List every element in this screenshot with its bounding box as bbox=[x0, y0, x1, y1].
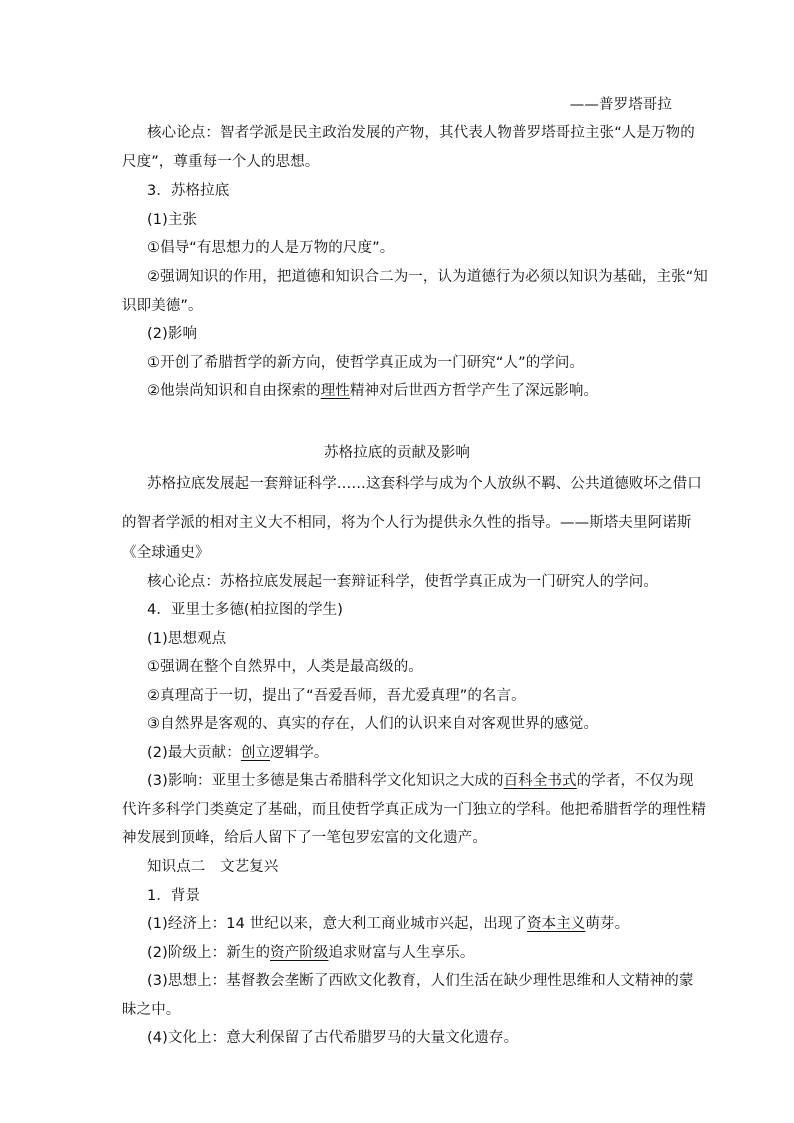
subheading bbox=[147, 744, 328, 762]
core-argument-line: 核心论点：苏格拉底发展起一套辩证科学，使哲学真正成为一门研究人的学问。 bbox=[147, 574, 658, 590]
list-item: ①倡导“有思想力的人是万物的尺度”。 bbox=[147, 240, 395, 256]
quote-line: 的智者学派的相对主义大不相同，将为个人行为提供永久性的指导。——斯塔夫里阿诺斯 bbox=[122, 515, 692, 531]
text-run: (1)经济上：14 世纪以来，意大利工商业城市兴起，出现了 bbox=[147, 916, 527, 932]
list-item: ①强调在整个自然界中，人类是最高级的。 bbox=[147, 659, 423, 675]
list-item: (4)文化上：意大利保留了古代希腊罗马的大量文化遗存。 bbox=[147, 1030, 519, 1046]
quote-line: 苏格拉底发展起一套辩证科学……这套科学与成为个人放纵不羁、公共道德败坏之借口 bbox=[147, 476, 702, 492]
list-item: 昧之中。 bbox=[122, 1002, 181, 1018]
list-item: 识即美德”。 bbox=[122, 298, 203, 314]
list-item: ③自然界是客观的、真实的存在，人们的认识来自对客观世界的感觉。 bbox=[147, 716, 599, 732]
core-argument-line: 尺度”，尊重每一个人的思想。 bbox=[122, 154, 320, 170]
section-heading: 4．亚里士多德(柏拉图的学生) bbox=[147, 602, 344, 618]
text-run: (3)影响：亚里士多德是集古希腊科学文化知识之大成的 bbox=[147, 773, 504, 789]
subheading: (2)影响 bbox=[147, 326, 198, 342]
quote-line: 《全球通史》 bbox=[122, 545, 210, 561]
list-item bbox=[147, 915, 629, 933]
text-run: (2)最大贡献： bbox=[147, 745, 241, 761]
core-argument-line: 核心论点：智者学派是民主政治发展的产物，其代表人物普罗塔哥拉主张“人是万物的 bbox=[147, 125, 695, 141]
list-item: (3)思想上：基督教会垄断了西欧文化教育，人们生活在缺少理性思维和人文精神的蒙 bbox=[147, 973, 694, 989]
subheading: (1)主张 bbox=[147, 212, 198, 228]
list-item bbox=[147, 944, 474, 962]
text-run: 逻辑学。 bbox=[270, 745, 329, 761]
text-run: 萌芽。 bbox=[585, 916, 630, 932]
list-item: ①开创了希腊哲学的新方向，使哲学真正成为一门研究“人”的学问。 bbox=[147, 355, 585, 371]
paragraph-line: 神发展到顶峰，给后人留下了一笔包罗宏富的文化遗产。 bbox=[122, 830, 487, 846]
list-item: ②真理高于一切，提出了“吾爱吾师，吾尤爱真理”的名言。 bbox=[147, 688, 526, 704]
underlined-term: 百科全书式 bbox=[503, 773, 577, 789]
text-run: 的学者，不仅为现 bbox=[576, 773, 694, 789]
section-heading: 3．苏格拉底 bbox=[147, 183, 230, 199]
text-run: 精神对后世西方哲学产生了深远影响。 bbox=[349, 383, 599, 399]
paragraph-line bbox=[147, 772, 693, 790]
subheading: 1．背景 bbox=[147, 888, 201, 904]
subheading: (1)思想观点 bbox=[147, 631, 227, 647]
box-title: 苏格拉底的贡献及影响 bbox=[324, 445, 470, 461]
paragraph-line: 代许多科学门类奠定了基础，而且使哲学真正成为一门独立的学科。他把希腊哲学的理性精 bbox=[122, 802, 706, 818]
text-run: ②他崇尚知识和自由探索的 bbox=[147, 383, 321, 399]
section-heading: 知识点二 文艺复兴 bbox=[147, 859, 279, 875]
underlined-term: 资产阶级 bbox=[270, 945, 329, 961]
underlined-term: 创立 bbox=[240, 745, 271, 761]
text-run: 追求财富与人生享乐。 bbox=[328, 945, 475, 961]
quote-attribution: ——普罗塔哥拉 bbox=[569, 97, 672, 113]
text-run: (2)阶级上：新生的 bbox=[147, 945, 271, 961]
underlined-term: 资本主义 bbox=[527, 916, 586, 932]
list-item bbox=[147, 382, 598, 400]
list-item: ②强调知识的作用，把道德和知识合二为一，认为道德行为必须以知识为基础，主张“知 bbox=[147, 269, 708, 285]
underlined-term: 理性 bbox=[320, 383, 350, 399]
